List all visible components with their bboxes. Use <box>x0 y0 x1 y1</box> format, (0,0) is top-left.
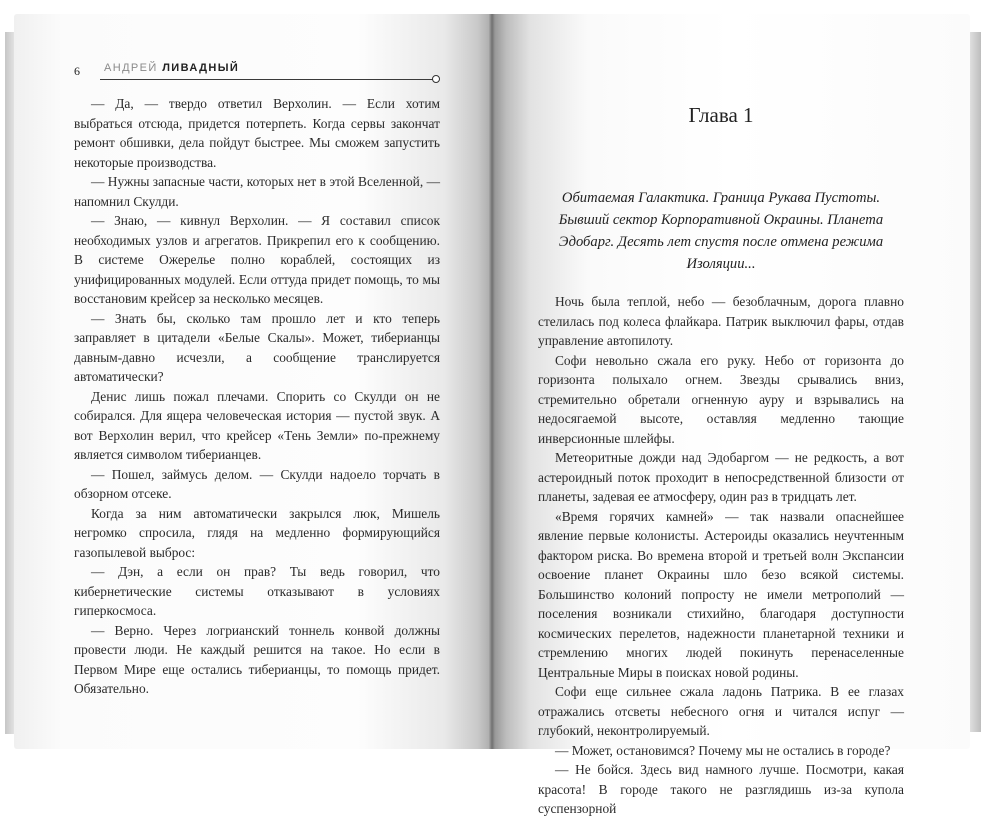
paragraph: Метеоритные дожди над Эдобаргом — не редкость, а вот астероидный поток проходит в непосредственной близости от планеты, задевая ее атмосферу, один раз в тридцать лет. <box>538 450 904 504</box>
author-name <box>104 62 239 74</box>
author-first-name: АНДРЕЙ <box>104 62 158 74</box>
paragraph: Ночь была теплой, небо — безоблачным, дорога плавно стелилась под колеса флайкара. Патрик выключил фары, отдав управление автопилоту. <box>538 294 904 348</box>
paragraph: — Знаю, — кивнул Верхолин. — Я составил список необходимых узлов и агрегатов. Прикрепил его к сообщению. В системе Ожерелье полно кораблей, состоящих из унифицированных модулей. Если оттуда придет помощь, то мы восстановим крейсер за несколько месяцев. <box>74 213 440 306</box>
paragraph: — Дэн, а если он прав? Ты ведь говорил, что кибернетические системы отказывают в условиях гиперкосмоса. <box>74 564 440 618</box>
header-rule-dot <box>432 75 440 83</box>
paragraph: Когда за ним автоматически закрылся люк, Мишель негромко спросила, глядя на медленно формирующийся газопылевой выброс: <box>74 505 440 560</box>
page-number: 6 <box>74 64 80 78</box>
paragraph: — Верно. Через логрианский тоннель конвой должны провести люди. Не каждый решится на такое. Но если в Первом Мире еще остались тиберианцы, то помощь придет. Обязательно. <box>74 622 440 696</box>
chapter-title: Глава 1 <box>688 103 754 127</box>
paragraph: Денис лишь пожал плечами. Спорить со Скулди он не собирался. Для ящера человеческая история — пустой звук. А вот Верхолин верил, что крейсер «Тень Земли» по-прежнему является символом тиберианцев. <box>74 388 440 462</box>
paragraph: — Да, — твердо ответил Верхолин. — Если хотим выбраться отсюда, придется потерпеть. Когда сервы закончат ремонт обшивки, дела пойдут быстрее. Мы сможем запустить некоторые производства. <box>74 96 440 170</box>
running-header <box>74 58 439 82</box>
right-page-text <box>538 292 904 819</box>
paragraph: — Нужны запасные части, которых нет в этой Вселенной, — напомнил Скулди. <box>74 174 440 209</box>
paragraph: «Время горячих камней» — так назвали опаснейшее явление первые колонисты. Астероиды оказались неучтенным фактором риска. Во времена второй и третьей волн Экспансии освоение планет Окраины шло безо всякой системы. Большинство колоний попросту не имели метрополий — поселения возникали стихийно, благодаря доступности космических перелетов, надежности планетарной техники и стремлению многих людей покинуть перенаселенные Центральные Миры в поисках новой родины. <box>538 508 904 680</box>
book-spine <box>489 14 495 749</box>
chapter-epigraph: Обитаемая Галактика. Граница Рукава Пустоты. Бывший сектор Корпоративной Окраины. Планета Эдобарг. Десять лет спустя после отмена режима Изоляции... <box>558 190 884 272</box>
left-page-text <box>74 94 440 699</box>
paragraph: — Может, остановимся? Почему мы не остались в городе? <box>555 742 891 758</box>
paragraph: Софи еще сильнее сжала ладонь Патрика. В ее глазах отражались отсветы небесного огня и читался испуг — глубокий, неконтролируемый. <box>538 684 904 738</box>
paragraph: Софи невольно сжала его руку. Небо от горизонта до горизонта полыхало огнем. Звезды срывались вниз, стремительно обретали огненную ауру и взрывались на недосягаемой высоте, оставляя медленно тающие инверсионные шлейфы. <box>538 352 904 446</box>
right-page-stack <box>969 32 981 732</box>
paragraph: — Пошел, займусь делом. — Скулди надоело торчать в обзорном отсеке. <box>74 466 440 501</box>
author-last-name: ЛИВАДНЫЙ <box>162 62 240 74</box>
paragraph: — Не бойся. Здесь вид намного лучше. Посмотри, какая красота! В городе такого не разглядишь из-за купола суспензорной <box>538 762 904 816</box>
header-rule <box>100 79 433 80</box>
paragraph: — Знать бы, сколько там прошло лет и кто теперь заправляет в цитадели «Белые Скалы». Может, тиберианцы давным-давно исчезли, а сообщение транслируется автоматически? <box>74 310 440 384</box>
